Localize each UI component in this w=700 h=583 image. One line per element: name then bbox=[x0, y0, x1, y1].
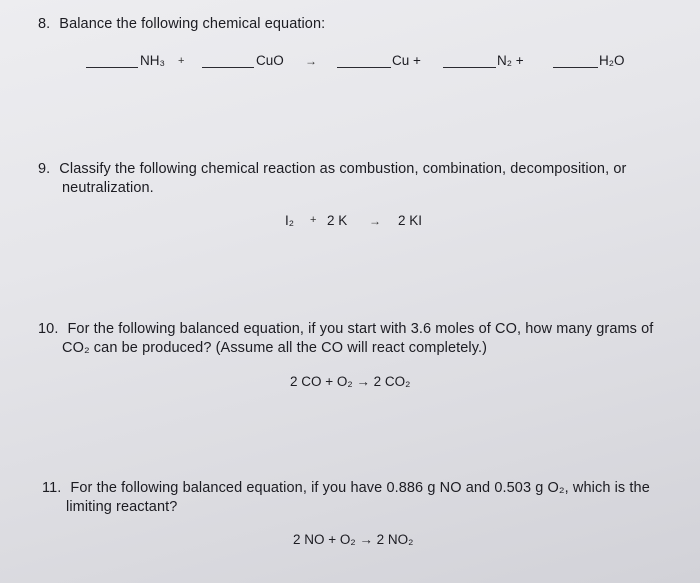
question-10-number: 10. bbox=[38, 321, 59, 337]
reaction-arrow: → bbox=[305, 54, 317, 68]
answer-blank-nh3[interactable] bbox=[86, 67, 138, 68]
formula-2k: 2 K bbox=[327, 213, 348, 228]
question-9-prompt-line1: Classify the following chemical reaction as combustion, combination, decomposition, or bbox=[59, 161, 627, 177]
answer-blank-n2[interactable] bbox=[443, 67, 496, 68]
formula-cu: Cu + bbox=[392, 53, 421, 68]
formula-i2: I₂ bbox=[285, 213, 294, 228]
question-9-prompt-line2: neutralization. bbox=[62, 180, 154, 196]
formula-n2: N₂ + bbox=[497, 53, 524, 68]
answer-blank-h2o[interactable] bbox=[553, 67, 598, 68]
equation-11: 2 NO + O₂ → 2 NO₂ bbox=[293, 532, 414, 547]
equation-10: 2 CO + O₂ → 2 CO₂ bbox=[290, 374, 411, 389]
question-8-prompt: Balance the following chemical equation: bbox=[59, 16, 326, 32]
formula-nh3: NH₃ bbox=[140, 53, 165, 68]
question-9 bbox=[38, 160, 626, 198]
question-8 bbox=[38, 15, 325, 34]
question-9-number: 9. bbox=[38, 161, 51, 177]
question-10-prompt-line2: CO₂ can be produced? (Assume all the CO will react completely.) bbox=[62, 340, 488, 356]
formula-cuo: CuO bbox=[256, 53, 284, 68]
question-10-prompt-line1: For the following balanced equation, if you start with 3.6 moles of CO, how many grams of bbox=[67, 321, 654, 337]
question-11-number: 11. bbox=[42, 480, 62, 496]
question-8-number: 8. bbox=[38, 16, 51, 32]
plus-sign: + bbox=[178, 55, 185, 67]
question-11 bbox=[42, 479, 650, 517]
answer-blank-cuo[interactable] bbox=[202, 67, 254, 68]
formula-2ki: 2 KI bbox=[398, 213, 423, 228]
plus-sign: + bbox=[310, 214, 317, 226]
question-11-prompt-line1: For the following balanced equation, if you have 0.886 g NO and 0.503 g O₂, which is the bbox=[70, 480, 650, 496]
question-11-prompt-line2: limiting reactant? bbox=[66, 499, 178, 515]
reaction-arrow: → bbox=[369, 214, 381, 228]
question-10 bbox=[38, 320, 653, 358]
formula-h2o: H₂O bbox=[599, 53, 625, 68]
answer-blank-cu[interactable] bbox=[337, 67, 391, 68]
